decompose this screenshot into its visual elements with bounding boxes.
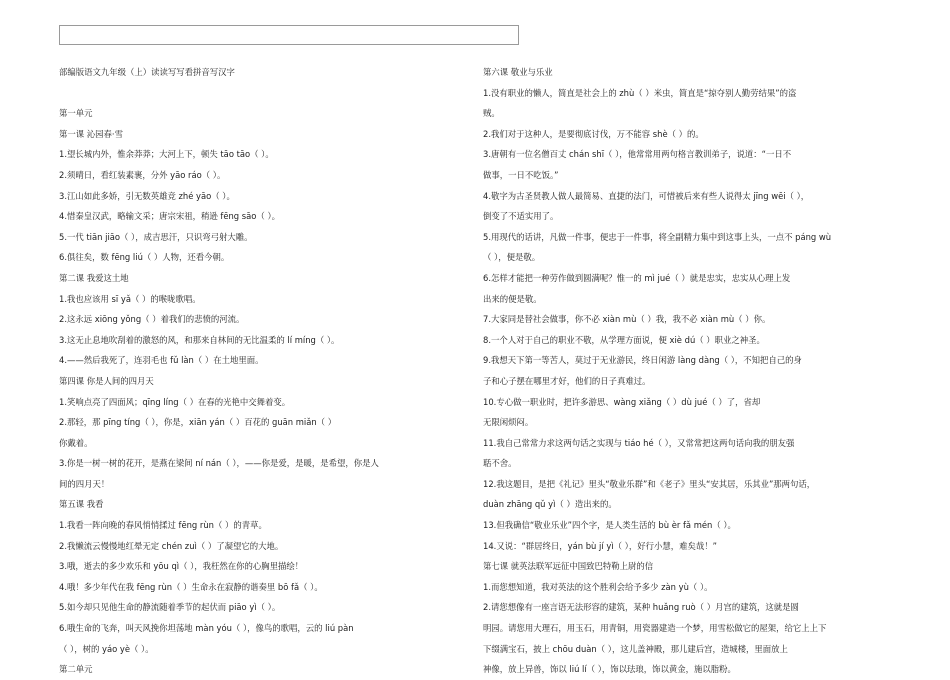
exercise-line: 10.专心做一职业时，把许多游思、wàng xiǎng（ ）dù jué（ ）了，省却	[483, 396, 761, 407]
exercise-line: 1.望长城内外，惟余莽莽；大河上下，顿失 tāo tāo（ ）。	[59, 149, 274, 160]
left-column	[59, 62, 469, 680]
exercise-line: 5.用现代的话讲，凡做一件事，便忠于一件事，将全副精力集中到这事上头，一点不 páng wù	[483, 231, 832, 242]
exercise-line-cont: 你戴着。	[59, 437, 93, 448]
exercise-line-cont: 神像，放上异兽，饰以 liú lí（ ），饰以珐琅，饰以黄金，施以脂粉。	[483, 664, 736, 675]
exercise-line: 6.怎样才能把一种劳作做到圆满呢？惟一的 mì jué（ ）就是忠实，忠实从心理上发	[483, 272, 791, 283]
lesson-heading: 第五课 我看	[59, 499, 104, 510]
right-column	[483, 62, 895, 680]
exercise-line: 1.而您想知道，我对英法的这个胜利会给予多少 zàn yù（ ）。	[483, 581, 713, 592]
exercise-line-cont: 做事，一日不吃饭。”	[483, 169, 559, 180]
exercise-line: 14.又说：“群居终日，yán bù jí yì（ ），好行小慧，难矣哉！”	[483, 540, 717, 551]
exercise-line: 1.我看一阵向晚的春风悄悄揉过 fēng rùn（ ）的青草。	[59, 520, 267, 531]
header-input-box	[59, 25, 519, 45]
exercise-line-cont: 下缀满宝石，披上 chōu duàn（ ），这儿盖神殿，那儿建后宫，造城楼，里面放上	[483, 643, 788, 654]
exercise-line: 3.哦，逝去的多少欢乐和 yōu qì（ ），我枉然在你的心胸里描绘！	[59, 561, 304, 572]
lesson-heading: 第一课 沁园春·雪	[59, 128, 123, 139]
exercise-line: 6.哦生命的飞奔，叫天风挽你坦荡地 màn yóu（ ），像鸟的歌唱，云的 liú pàn	[59, 623, 354, 634]
exercise-line-cont: 子和心子摆在哪里才好，他们的日子真难过。	[483, 375, 651, 386]
exercise-line-cont: 聒不舍。	[483, 458, 517, 469]
exercise-line: 5.如今却只见他生命的静流随着季节的起伏而 piāo yì（ ）。	[59, 602, 281, 613]
exercise-line: 4.惜秦皇汉武，略输文采；唐宗宋祖，稍逊 fēng sāo（ ）。	[59, 211, 281, 222]
exercise-line: 3.江山如此多娇，引无数英雄竞 zhé yāo（ ）。	[59, 190, 235, 201]
exercise-line: 2.我们对于这种人，是要彻底讨伐，万不能容 shè（ ）的。	[483, 128, 704, 139]
exercise-line-cont: 贼。	[483, 108, 500, 119]
exercise-line: 3.你是一树一树的花开，是燕在梁间 ní nán（ ），——你是爱，是暖，是希望，你是人	[59, 458, 379, 469]
unit-heading: 第二单元	[59, 664, 93, 675]
exercise-line: 4.哦！多少年代在我 fēng rùn（ ）生命永在寂静的谐奏里 bō fǎ（ ）。	[59, 581, 323, 592]
exercise-line-cont: 间的四月天！	[59, 478, 110, 489]
exercise-line-cont: （ ），便是敬。	[483, 252, 541, 263]
exercise-line: 11.我自己常常力求这两句话之实现与 tiáo hé（ ），又常常把这两句话向我的朋友强	[483, 437, 795, 448]
exercise-line: 2.我懒流云慢慢地红晕无定 chén zuì（ ）了凝望它的大地。	[59, 540, 284, 551]
exercise-line: 5.一代 tiān jiāo（ ），成吉思汗，只识弯弓射大雕。	[59, 231, 253, 242]
exercise-line: 4.敬字为古圣贤教人做人最简易、直捷的法门，可惜被后来有些人说得太 jīng wēi（ ），	[483, 190, 810, 201]
exercise-line: 6.俱往矣，数 fēng liú（ ）人物，还看今朝。	[59, 252, 230, 263]
exercise-line: 2.请您想像有一座言语无法形容的建筑，某种 huǎng ruò（ ）月宫的建筑，这就是圆	[483, 602, 799, 613]
exercise-line: 2.那轻，那 pīng tíng（ ），你是，xiān yán（ ）百花的 guān miǎn（ ）	[59, 417, 337, 428]
exercise-line: 1.我也应该用 sī yǎ（ ）的喉咙歌唱。	[59, 293, 201, 304]
exercise-line-cont: 无限闲烦闷。	[483, 417, 534, 428]
lesson-heading: 第七课 就英法联军远征中国致巴特勒上尉的信	[483, 561, 654, 572]
exercise-line: 13.但我确信“敬业乐业”四个字，是人类生活的 bù èr fǎ mén（ ）。	[483, 520, 736, 531]
lesson-heading: 第四课 你是人间的四月天	[59, 375, 154, 386]
lesson-heading: 第六课 敬业与乐业	[483, 67, 553, 77]
exercise-line: 4.——然后我死了，连羽毛也 fǔ làn（ ）在土地里面。	[59, 355, 264, 366]
exercise-line: 2.须晴日，看红装素裹，分外 yāo ráo（ ）。	[59, 169, 226, 180]
exercise-line: 2.这永远 xiōng yǒng（ ）着我们的悲愤的河流。	[59, 314, 245, 325]
exercise-line: 3.这无止息地吹刮着的激怒的风，和那来自林间的无比温柔的 lí míng（ ）。	[59, 334, 340, 345]
blank-line	[59, 83, 469, 104]
exercise-line-cont: 倒变了不适实用了。	[483, 211, 559, 222]
exercise-line: 3.唐朝有一位名僧百丈 chán shī（ ），他常常用两句格言教训弟子，说道：“一日不	[483, 149, 792, 160]
exercise-line-cont: （ ），树的 yáo yè（ ）。	[59, 643, 154, 654]
exercise-line-cont: 明园。请您用大理石，用玉石，用青铜，用瓷器建造一个梦，用雪松做它的屋架，给它上上下	[483, 623, 827, 634]
exercise-line: 7.大家同是替社会做事，你不必 xiàn mù（ ）我，我不必 xiàn mù（ ）你。	[483, 314, 771, 325]
exercise-line: 9.我想天下第一等苦人，莫过于无业游民，终日闲游 làng dàng（ ），不知把自己的身	[483, 355, 802, 366]
exercise-line: 1.笑响点亮了四面风；qīng líng（ ）在春的光艳中交舞着变。	[59, 396, 291, 407]
exercise-line: 1.没有职业的懒人，简直是社会上的 zhù（ ）米虫，简直是“掠夺别人勤劳结果”的盗	[483, 87, 797, 98]
lesson-heading: 第二课 我爱这土地	[59, 272, 129, 283]
exercise-line-cont: duàn zhāng qǔ yì（ ）造出来的。	[483, 499, 617, 510]
exercise-line: 12.我这题目，是把《礼记》里头“敬业乐群”和《老子》里头“安其居，乐其业”那两句话，	[483, 478, 816, 489]
exercise-line-cont: 出来的便是敬。	[483, 293, 542, 304]
unit-heading: 第一单元	[59, 108, 93, 119]
doc-title: 部编版语文九年级（上）读读写写看拼音写汉字	[59, 67, 235, 77]
exercise-line: 8.一个人对于自己的职业不敬，从学理方面说，便 xiè dú（ ）职业之神圣。	[483, 334, 765, 345]
